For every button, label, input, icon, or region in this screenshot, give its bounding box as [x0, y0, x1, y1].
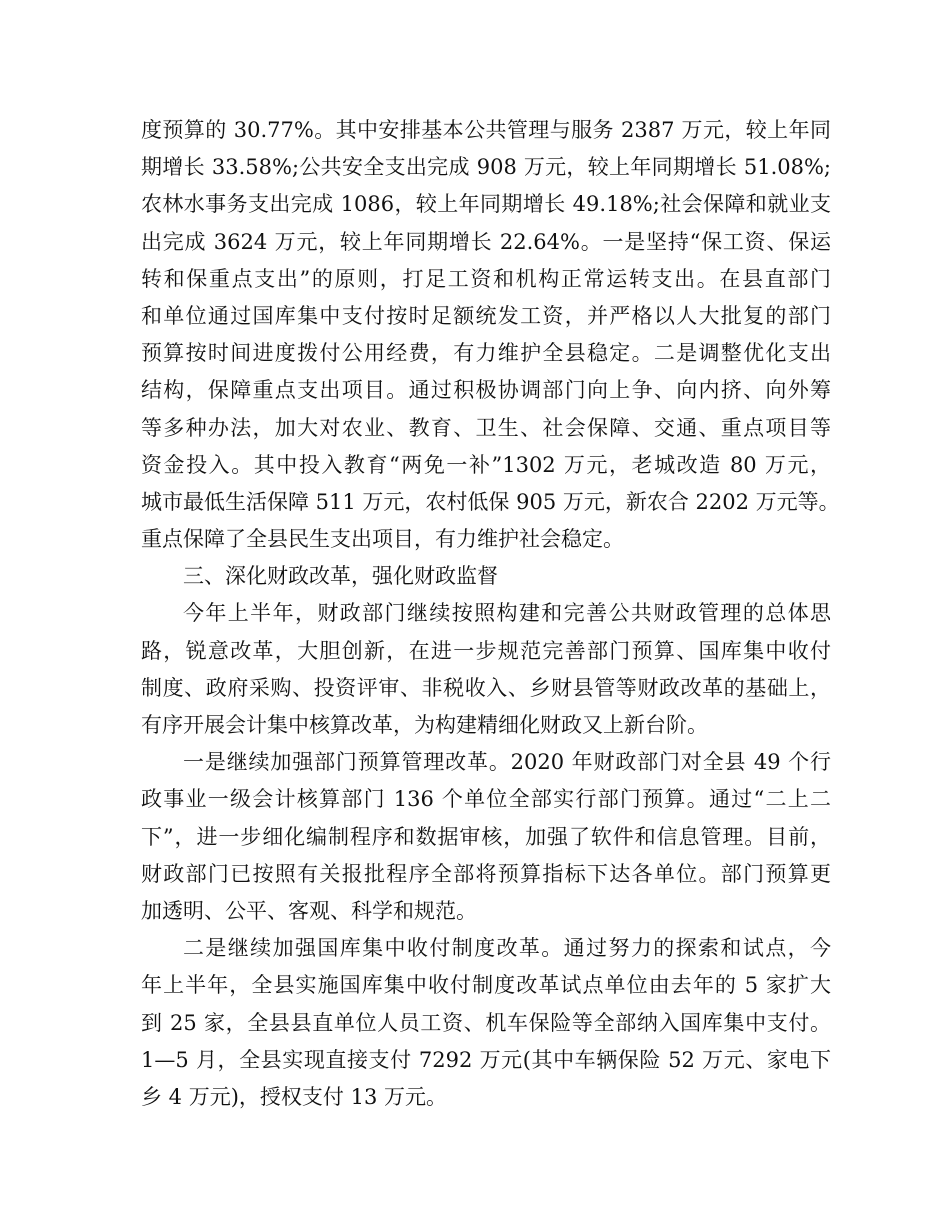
text-line: 下”，进一步细化编制程序和数据审核，加强了软件和信息管理。目前， — [141, 824, 831, 849]
text-line: 路，锐意改革，大胆创新，在进一步规范完善部门预算、国库集中收付 — [141, 638, 831, 663]
text-line: 二是继续加强国库集中收付制度改革。通过努力的探索和试点，今 — [183, 936, 831, 961]
text-line: 今年上半年，财政部门继续按照构建和完善公共财政管理的总体思 — [183, 601, 831, 626]
text-line: 转和保重点支出”的原则，打足工资和机构正常运转支出。在县直部门 — [141, 266, 831, 291]
text-line: 出完成 3624 万元，较上年同期增长 22.64%。一是坚持“保工资、保运 — [141, 229, 831, 254]
text-line: 预算按时间进度拨付公用经费，有力维护全县稳定。二是调整优化支出 — [141, 341, 831, 366]
text-line: 年上半年，全县实施国库集中收付制度改革试点单位由去年的 5 家扩大 — [141, 973, 831, 998]
text-line: 度预算的 30.77%。其中安排基本公共管理与服务 2387 万元，较上年同 — [141, 118, 831, 142]
text-line: 资金投入。其中投入教育“两免一补”1302 万元，老城改造 80 万元， — [141, 452, 831, 477]
text-line: 1—5 月，全县实现直接支付 7292 万元(其中车辆保险 52 万元、家电下 — [141, 1047, 831, 1072]
text-line: 和单位通过国库集中支付按时足额统发工资，并严格以人大批复的部门 — [141, 303, 831, 328]
text-line: 农林水事务支出完成 1086，较上年同期增长 49.18%;社会保障和就业支 — [141, 192, 831, 217]
text-line: 有序开展会计集中核算改革，为构建精细化财政又上新台阶。 — [141, 713, 708, 737]
text-line: 制度、政府采购、投资评审、非税收入、乡财县管等财政改革的基础上， — [141, 675, 831, 700]
text-line: 重点保障了全县民生支出项目，有力维护社会稳定。 — [141, 527, 624, 552]
text-line: 结构，保障重点支出项目。通过积极协调部门向上争、向内挤、向外筹 — [141, 378, 831, 403]
text-line: 城市最低生活保障 511 万元，农村低保 905 万元，新农合 2202 万元等。 — [141, 489, 840, 514]
text-line: 到 25 家，全县县直单位人员工资、机车保险等全部纳入国库集中支付。 — [141, 1010, 831, 1035]
section-heading: 三、深化财政改革，强化财政监督 — [183, 564, 498, 589]
text-line: 一是继续加强部门预算管理改革。2020 年财政部门对全县 49 个行 — [183, 750, 831, 775]
text-line: 乡 4 万元)，授权支付 13 万元。 — [141, 1084, 447, 1109]
text-line: 政事业一级会计核算部门 136 个单位全部实行部门预算。通过“二上二 — [141, 787, 831, 812]
text-line: 加透明、公平、客观、科学和规范。 — [141, 898, 477, 923]
text-line: 期增长 33.58%;公共安全支出完成 908 万元，较上年同期增长 51.08%; — [141, 155, 831, 180]
document-body — [141, 112, 840, 1116]
text-line: 财政部门已按照有关报批程序全部将预算指标下达各单位。部门预算更 — [141, 861, 831, 886]
text-line: 等多种办法，加大对农业、教育、卫生、社会保障、交通、重点项目等 — [141, 415, 831, 440]
